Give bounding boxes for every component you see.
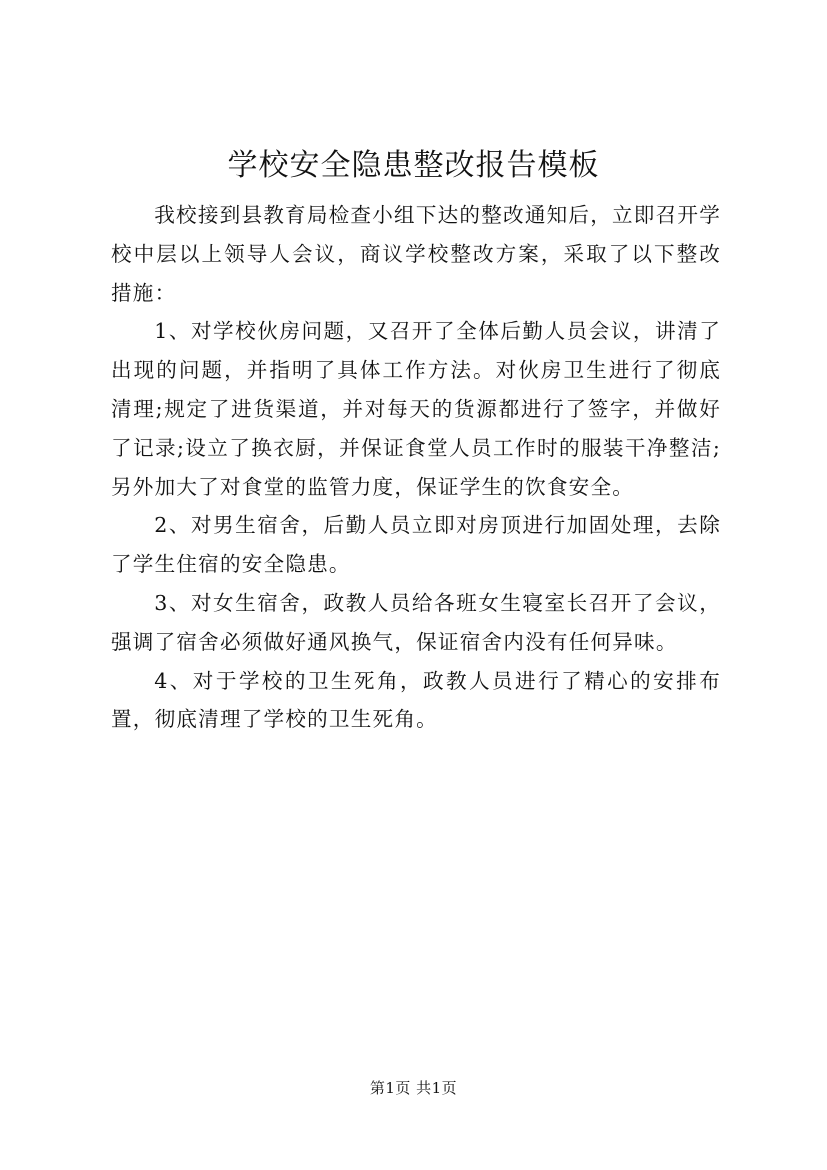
paragraph-item-2: 2、对男生宿舍，后勤人员立即对房顶进行加固处理，去除了学生住宿的安全隐患。 — [111, 513, 721, 577]
paragraph-item-4: 4、对于学校的卫生死角，政教人员进行了精心的安排布置，彻底清理了学校的卫生死角。 — [111, 668, 721, 732]
document-title: 学校安全隐患整改报告模板 — [227, 148, 600, 183]
paragraph-item-3: 3、对女生宿舍，政教人员给各班女生寝室长召开了会议，强调了宿舍必须做好通风换气，保证宿舍内没有任何异味。 — [111, 590, 721, 654]
paragraph-item-1: 1、对学校伙房问题，又召开了全体后勤人员会议，讲清了出现的问题，并指明了具体工作方法。对伙房卫生进行了彻底清理;规定了进货渠道，并对每天的货源都进行了签字，并做好了记录;设立了换衣厨，并保证食堂人员工作时的服装干净整洁;另外加大了对食堂的监管力度，保证学生的饮食安全。 — [111, 319, 721, 499]
page-number-footer: 第1页 共1页 — [369, 1079, 458, 1097]
document-body — [111, 196, 721, 739]
paragraph-intro: 我校接到县教育局检查小组下达的整改通知后，立即召开学校中层以上领导人会议，商议学校整改方案，采取了以下整改措施： — [111, 203, 721, 305]
